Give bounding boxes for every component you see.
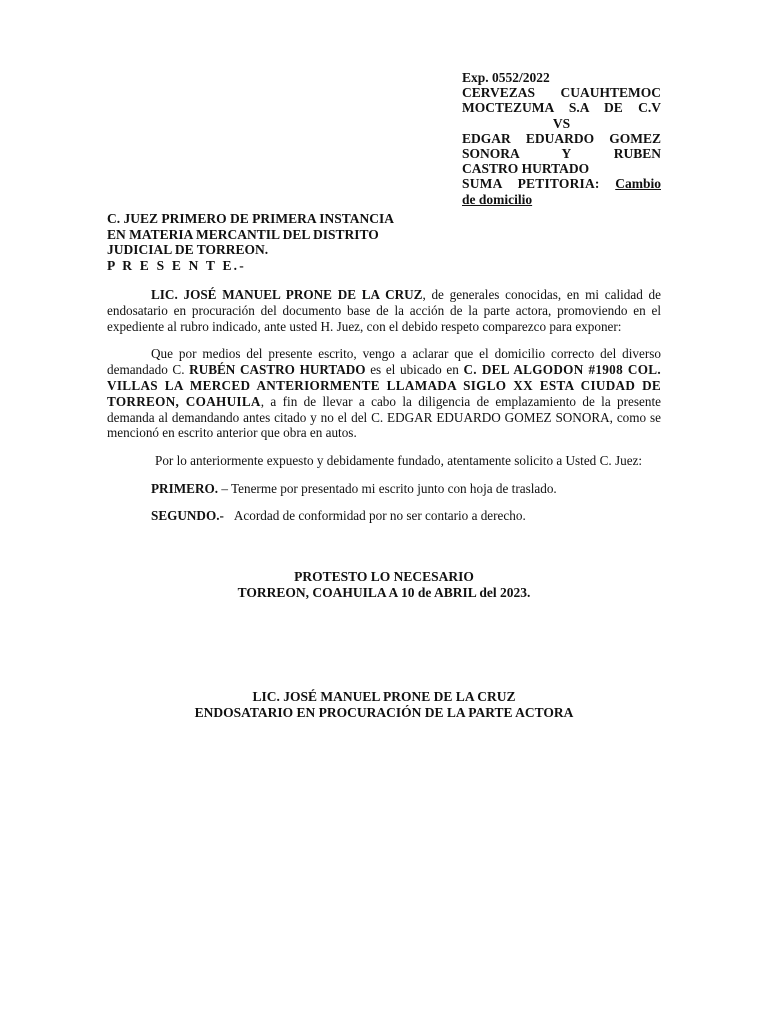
petition-value-2: de domicilio [462, 191, 533, 207]
petition-summary [462, 176, 661, 191]
addressee-line-3: JUDICIAL DE TORREON. [107, 242, 269, 258]
signature-name: LIC. JOSÉ MANUEL PRONE DE LA CRUZ [252, 689, 516, 704]
intro-text: , de generales conocidas, en mi calidad de endosatario en procuración del documento base de la acción de la parte actora, promoviendo en el expediente al rubro indicado, ante usted H. Juez, con el debido respeto comparezco para exponer: [107, 287, 662, 334]
signature-block [107, 689, 661, 721]
segundo-text: Acordad de conformidad por no ser contario a derecho. [233, 507, 526, 523]
plaintiff-line-2: MOCTEZUMA S.A DE C.V [462, 100, 661, 116]
case-number: Exp. 0552/2022 [462, 70, 550, 85]
addressee-block [107, 211, 437, 273]
defendant-line-2 [462, 146, 661, 161]
defendant-line-3: CASTRO HURTADO [462, 161, 590, 177]
closing-protest: PROTESTO LO NECESARIO [294, 569, 474, 584]
primero-text: – Tenerme por presentado mi escrito junto con hoja de traslado. [218, 480, 557, 496]
defendant-address: C. DEL ALGODON #1908 COL. VILLAS LA MERCED ANTERIORMENTE LLAMADA SIGLO XX ESTA CIUDAD DE TORREON, COAHUILA [107, 362, 661, 409]
petition-value-2-row [462, 192, 661, 207]
closing-place-date: TORREON, COAHUILA A 10 de ABRIL del 2023. [237, 584, 531, 600]
closing-block [107, 569, 661, 601]
signature-role: ENDOSATARIO EN PROCURACIÓN DE LA PARTE ACTORA [194, 705, 574, 720]
plaintiff-line-1: CERVEZAS CUAUHTEMOC [462, 85, 661, 101]
clarification-text-c: , a fin de llevar a cabo la diligencia de emplazamiento de la presente demanda al demandando antes citado y no el del C. EDGAR EDUARDO GOMEZ SONORA, como se mencionó en escrito anterior que obra en autos. [107, 393, 661, 441]
segundo-label: SEGUNDO.- [151, 507, 224, 523]
clarification-text-a: Que por medios del presente escrito, vengo a aclarar que el domicilio correcto del diverso demandado C. [107, 346, 661, 378]
lawyer-name: LIC. JOSÉ MANUEL PRONE DE LA CRUZ [151, 287, 423, 302]
petition-label: SUMA PETITORIA: [462, 176, 600, 192]
paragraph-request: Por lo anteriormente expuesto y debidamente fundado, atentamente solicito a Usted C. Juez: [155, 453, 643, 469]
paragraph-introduction [107, 287, 661, 334]
primero-label: PRIMERO. [151, 480, 219, 496]
document-body [107, 287, 661, 535]
clarification-text-b: es el ubicado en [365, 362, 464, 378]
addressee-presente: P R E S E N T E.- [107, 257, 246, 273]
petition-segundo [107, 508, 661, 524]
petition-primero [107, 481, 661, 497]
addressee-line-2: EN MATERIA MERCANTIL DEL DISTRITO [107, 226, 379, 242]
defendant-name: RUBÉN CASTRO HURTADO [189, 362, 366, 378]
defendant-line-1: EDGAR EDUARDO GOMEZ [462, 130, 661, 146]
petition-value-1: Cambio [615, 176, 661, 192]
versus-label: VS [552, 115, 571, 131]
addressee-line-1: C. JUEZ PRIMERO DE PRIMERA INSTANCIA [107, 211, 395, 226]
defendant-line-2-text: SONORA Y RUBEN [462, 146, 661, 162]
paragraph-clarification [107, 346, 661, 441]
case-header [462, 70, 661, 207]
